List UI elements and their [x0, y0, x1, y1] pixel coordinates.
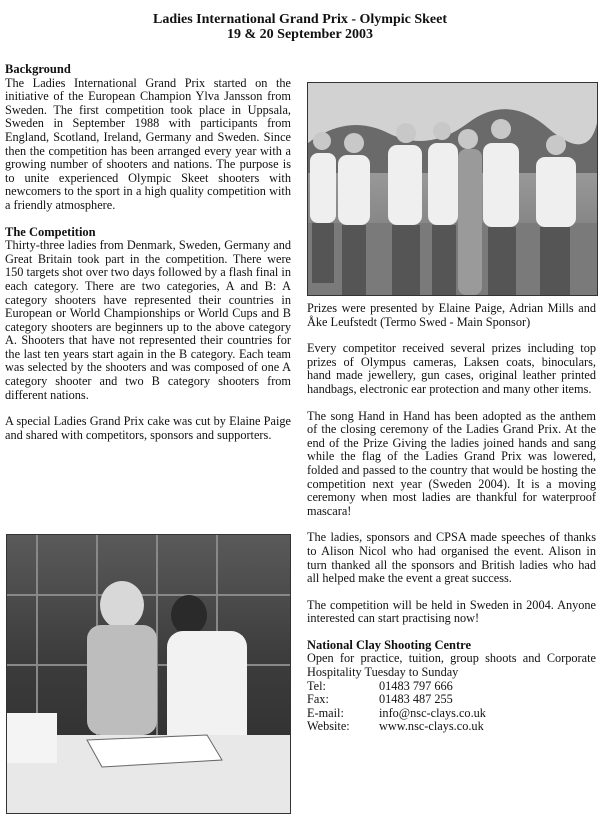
event-date: 19 & 20 September 2003 [227, 27, 373, 42]
contact-row [307, 707, 486, 721]
contact-label: Fax: [307, 692, 329, 707]
title-text: Ladies International Grand Prix - Olympic Skeet [153, 12, 447, 27]
cake-cutting-photo [6, 534, 291, 814]
contact-label: E-mail: [307, 705, 344, 720]
competition-text: Thirty-three ladies from Denmark, Sweden, Germany and Great Britain took part in the competition. There were 150 targets shot over two days followed by a flash final in each category. There are two categories, A and B: A category shooters have represented their countries in European or World Championships or World Cups and B category shooters are beginners up to the above category A. Shooters that have not represented their countries for the last ten years start again in the B category. Each team was selected by the shooters and was composed of one A category shooter and two B category shooters from different nations. [5, 238, 291, 402]
contact-value: info@nsc-clays.co.uk [379, 705, 486, 720]
left-column [5, 63, 291, 455]
right-column [307, 302, 596, 734]
prizes-text: Every competitor received several prizes including top prizes of Olympus cameras, Laksen coats, binoculars, hand made jewellery, gun cases, original leather printed handbags, electronic ear protection and many other items. [307, 341, 596, 396]
next-event-text: The competition will be held in Sweden in 2004. Anyone interested can start practising now! [307, 597, 596, 626]
photo-caption: Prizes were presented by Elaine Paige, Adrian Mills and Åke Leufstedt (Termo Swed - Main Sponsor) [307, 301, 596, 329]
contact-table [307, 680, 486, 734]
background-heading: Background [5, 62, 71, 76]
contact-value: 01483 797 666 [379, 678, 453, 693]
contact-label: Website: [307, 719, 350, 734]
cake-text: A special Ladies Grand Prix cake was cut by Elaine Paige and shared with competitors, sponsors and supporters. [5, 414, 291, 442]
contact-row [307, 693, 486, 707]
competition-heading: The Competition [5, 224, 96, 239]
contact-row [307, 680, 486, 694]
contact-intro: Open for practice, tuition, group shoots and Corporate Hospitality Tuesday to Sunday [307, 651, 596, 680]
background-text: The Ladies International Grand Prix started on the initiative of the European Champion Ylva Jansson from Sweden. The first competition took place in Uppsala, Sweden in September 1988 with participants from England, Scotland, Ireland, Germany and Sweden. Since then the competition has been arranged every year with a growing number of shooters and nations. The purpose is to unite experienced Olympic Skeet shooters with newcomers to the sport in a high quality competition with a friendly atmosphere. [5, 75, 291, 212]
contact-value: www.nsc-clays.co.uk [379, 719, 484, 734]
contact-block [307, 639, 596, 734]
contact-value: 01483 487 255 [379, 692, 453, 707]
page-title [0, 12, 600, 42]
contact-label: Tel: [307, 678, 326, 693]
contact-heading: National Clay Shooting Centre [307, 637, 472, 652]
contact-row [307, 720, 486, 734]
prize-winners-photo [307, 82, 598, 296]
song-text: The song Hand in Hand has been adopted as the anthem of the closing ceremony of the Ladies Grand Prix. At the end of the Prize Giving the ladies joined hands and sang while the flag of the Ladies Grand Prix was lowered, folded and passed to the country that would be hosting the competition next year (Sweden 2004). It is a moving ceremony when most ladies are thankful for waterproof mascara! [307, 408, 596, 518]
speeches-text: The ladies, sponsors and CPSA made speeches of thanks to Alison Nicol who had organised the event. Alison in turn thanked all the sponsors and British ladies who had all helped make the event a great success. [307, 530, 596, 586]
